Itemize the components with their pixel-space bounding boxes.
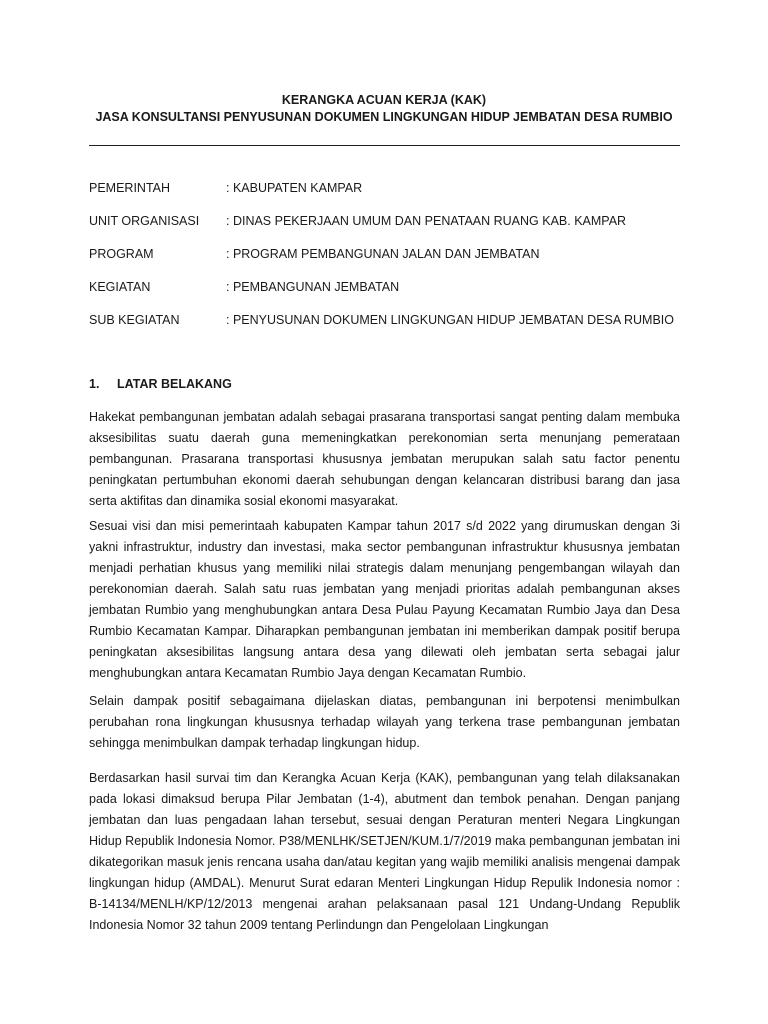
info-value: : DINAS PEKERJAAN UMUM DAN PENATAAN RUANG KAB. KAMPAR bbox=[226, 214, 627, 228]
info-value: : PEMBANGUNAN JEMBATAN bbox=[226, 280, 400, 294]
title-divider bbox=[89, 145, 680, 146]
info-row-kegiatan bbox=[89, 280, 399, 294]
info-label: PROGRAM bbox=[89, 247, 154, 261]
info-value: : PENYUSUNAN DOKUMEN LINGKUNGAN HIDUP JEMBATAN DESA RUMBIO bbox=[226, 313, 674, 327]
info-row-unit-organisasi bbox=[89, 214, 626, 228]
paragraph-4: Berdasarkan hasil survai tim dan Kerangka Acuan Kerja (KAK), pembangunan yang telah dilaksanakan pada lokasi dimaksud berupa Pilar Jembatan (1-4), abutment dan tembok penahan. Dengan panjang jembatan dan luas pengadaan lahan tersebut, sesuai dengan Peraturan menteri Negara Lingkungan Hidup Republik Indonesia Nomor. P38/MENLHK/SETJEN/KUM.1/7/2019 maka pembangunan jembatan ini dikategorikan masuk jenis rencana usaha dan/atau kegitan yang wajib memiliki analisis mengenai dampak lingkungan hidup (AMDAL). Menurut Surat edaran Menteri Lingkungan Hidup Repulik Indonesia nomor : B-14134/MENLH/KP/12/2013 mengenai arahan pelaksanaan pasal 121 Undang-Undang Republik Indonesia Nomor 32 tahun 2009 tentang Perlindungn dan Pengelolaan Lingkungan bbox=[89, 771, 680, 932]
info-label: PEMERINTAH bbox=[89, 181, 171, 195]
paragraph-3: Selain dampak positif sebagaimana dijelaskan diatas, pembangunan ini berpotensi menimbulkan perubahan rona lingkungan khususnya terhadap wilayah yang terkena trase pembangunan jembatan sehingga menimbulkan dampak terhadap lingkungan hidup. bbox=[89, 694, 680, 750]
info-value: : KABUPATEN KAMPAR bbox=[226, 181, 363, 195]
document-subtitle: JASA KONSULTANSI PENYUSUNAN DOKUMEN LINGKUNGAN HIDUP JEMBATAN DESA RUMBIO bbox=[95, 110, 673, 124]
info-row-program bbox=[89, 247, 539, 261]
paragraph-2: Sesuai visi dan misi pemerintaah kabupaten Kampar tahun 2017 s/d 2022 yang dirumuskan dengan 3i yakni infrastruktur, industry dan investasi, maka sector pembangunan infrastruktur khususnya jembatan menjadi perhatian khusus yang memiliki nilai strategis dalam menunjang pengembangan wilayah dan perekonomian daerah. Salah satu ruas jembatan yang menjadi prioritas adalah pembangunan akses jembatan Rumbio yang menghubungkan antara Desa Pulau Payung Kecamatan Rumbio Jaya dan Desa Rumbio Kecamatan Kampar. Diharapkan pembangunan jembatan ini memberikan dampak positif berupa peningkatan aksesibilitas langsung antara desa yang dilewati oleh jembatan serta sebagai jalur menghubungkan antara Kecamatan Rumbio Jaya dengan Kecamatan Rumbio. bbox=[89, 519, 680, 680]
info-row-pemerintah bbox=[89, 181, 362, 195]
info-label: UNIT ORGANISASI bbox=[89, 214, 200, 228]
info-label: KEGIATAN bbox=[89, 280, 151, 294]
info-value: : PROGRAM PEMBANGUNAN JALAN DAN JEMBATAN bbox=[226, 247, 540, 261]
document-title: KERANGKA ACUAN KERJA (KAK) bbox=[281, 93, 487, 107]
section-title: LATAR BELAKANG bbox=[117, 377, 232, 391]
section-number: 1. bbox=[89, 377, 100, 391]
info-label: SUB KEGIATAN bbox=[89, 313, 180, 327]
section-heading bbox=[89, 377, 232, 391]
info-row-sub-kegiatan bbox=[89, 313, 674, 327]
paragraph-1: Hakekat pembangunan jembatan adalah sebagai prasarana transportasi sangat penting dalam membuka aksesibilitas suatu daerah guna memeningkatkan perekonomian serta menunjang pemerataan pembangunan. Prasarana transportasi khususnya jembatan merupukan salah satu factor penentu peningkatan pertumbuhan ekonomi daerah sehubungan dengan kelancaran distribusi barang dan jasa serta aktifitas dan dinamika sosial ekonomi masyarakat. bbox=[89, 410, 680, 508]
